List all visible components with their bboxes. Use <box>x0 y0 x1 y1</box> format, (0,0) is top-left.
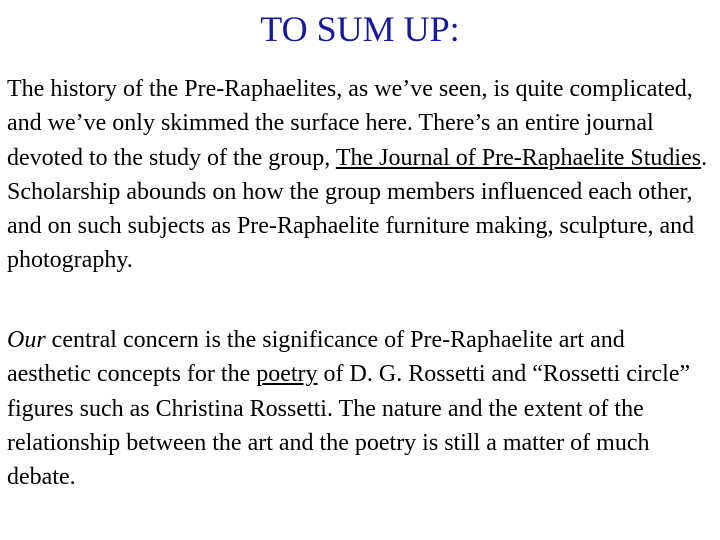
poetry-word: poetry <box>256 361 318 388</box>
slide-title: TO SUM UP: <box>260 9 460 49</box>
paragraph-concern-text-end: of D. G. Rossetti and “Rossetti circle” figures such as Christina Rossetti. The nature and the extent of the relationship between the art and the poetry is still a matter of much debate. <box>7 361 691 491</box>
paragraph-history <box>7 72 713 278</box>
paragraph-history-text-end: . Scholarship abounds on how the group members influenced each other, and on such subjects as Pre-Raphaelite furniture making, sculpture, and photography. <box>7 144 708 274</box>
paragraph-central-concern <box>7 323 713 494</box>
paragraph-concern-text-start: central concern is the significance of Pre-Raphaelite art and aesthetic concepts for the <box>7 327 625 388</box>
paragraph-history-text-start: The history of the Pre-Raphaelites, as we’ve seen, is quite complicated, and we’ve only skimmed the surface here. There’s an entire journal devoted to the study of the group, <box>7 76 693 171</box>
journal-title: The Journal of Pre-Raphaelite Studies <box>335 144 702 171</box>
emphasis-our: Our <box>7 327 46 353</box>
